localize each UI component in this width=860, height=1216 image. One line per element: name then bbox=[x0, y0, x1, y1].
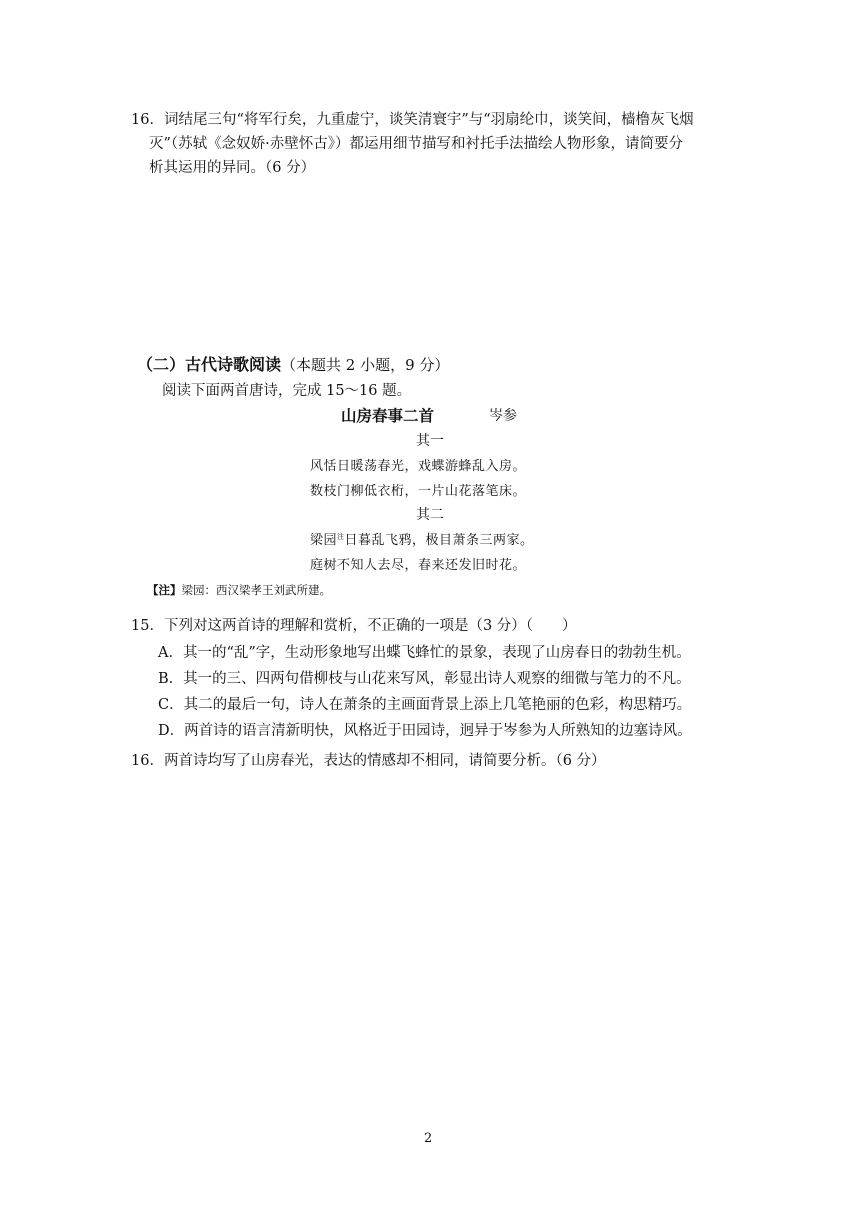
footnote-text: 梁园：西汉梁孝王刘武所建。 bbox=[181, 583, 331, 597]
option-c: C．其二的最后一句，诗人在萧条的主画面背景上添上几笔艳丽的色彩，构思精巧。 bbox=[158, 697, 692, 713]
poem-part-2-label: 其二 bbox=[416, 507, 444, 523]
poem-part-2-line-1-rest: 日暮乱飞鸦，极目萧条三两家。 bbox=[344, 533, 534, 548]
footnote-label: 【注】 bbox=[147, 583, 182, 597]
poem-part-2-line-2: 庭树不知人去尽，春来还发旧时花。 bbox=[310, 558, 527, 573]
poem-part-2-line-1 bbox=[310, 529, 534, 548]
question-16-line-1: 16．词结尾三句“将军行矣，九重虚宁，谈笑清寰宇”与“羽扇纶巾，谈笑间，樯橹灰飞烟 bbox=[131, 112, 694, 128]
poem-part-2-line-1-start: 梁园 bbox=[310, 533, 338, 548]
option-b: B．其一的三、四两句借柳枝与山花来写风，彰显出诗人观察的细微与笔力的不凡。 bbox=[158, 671, 691, 687]
question-16-essay bbox=[131, 108, 751, 180]
section-intro: 阅读下面两首唐诗，完成 15～16 题。 bbox=[162, 383, 412, 399]
question-16-line-2: 灭”（苏轼《念奴娇·赤壁怀古》）都运用细节描写和衬托手法描绘人物形象，请简要分 bbox=[149, 136, 684, 152]
option-a: A．其一的“乱”字，生动形象地写出蝶飞蜂忙的景象，表现了山房春日的勃勃生机。 bbox=[158, 645, 691, 661]
section-heading bbox=[137, 352, 449, 375]
question-16-line-3: 析其运用的异同。（6 分） bbox=[149, 160, 316, 176]
question-15-stem: 15．下列对这两首诗的理解和赏析，不正确的一项是（3 分）（ ） bbox=[131, 618, 577, 634]
section-title: （二）古代诗歌阅读 bbox=[137, 355, 282, 374]
poem-part-1-line-2: 数枝门柳低衣桁，一片山花落笔床。 bbox=[310, 484, 527, 499]
question-16-poem: 16．两首诗均写了山房春光，表达的情感却不相同，请简要分析。（6 分） bbox=[131, 753, 606, 769]
poem-part-1-line-1: 风恬日暖荡春光，戏蝶游蜂乱入房。 bbox=[310, 459, 527, 474]
section-score: （本题共 2 小题，9 分） bbox=[281, 356, 450, 374]
poem-part-1-label: 其一 bbox=[416, 433, 444, 449]
note-marker: 注 bbox=[337, 532, 345, 541]
option-d: D．两首诗的语言清新明快，风格近于田园诗，迥异于岑参为人所熟知的边塞诗风。 bbox=[158, 723, 692, 739]
poem-title: 山房春事二首 bbox=[341, 407, 435, 425]
footnote bbox=[147, 582, 331, 598]
page-number: 2 bbox=[424, 1131, 433, 1146]
poem-author: 岑参 bbox=[489, 408, 517, 424]
